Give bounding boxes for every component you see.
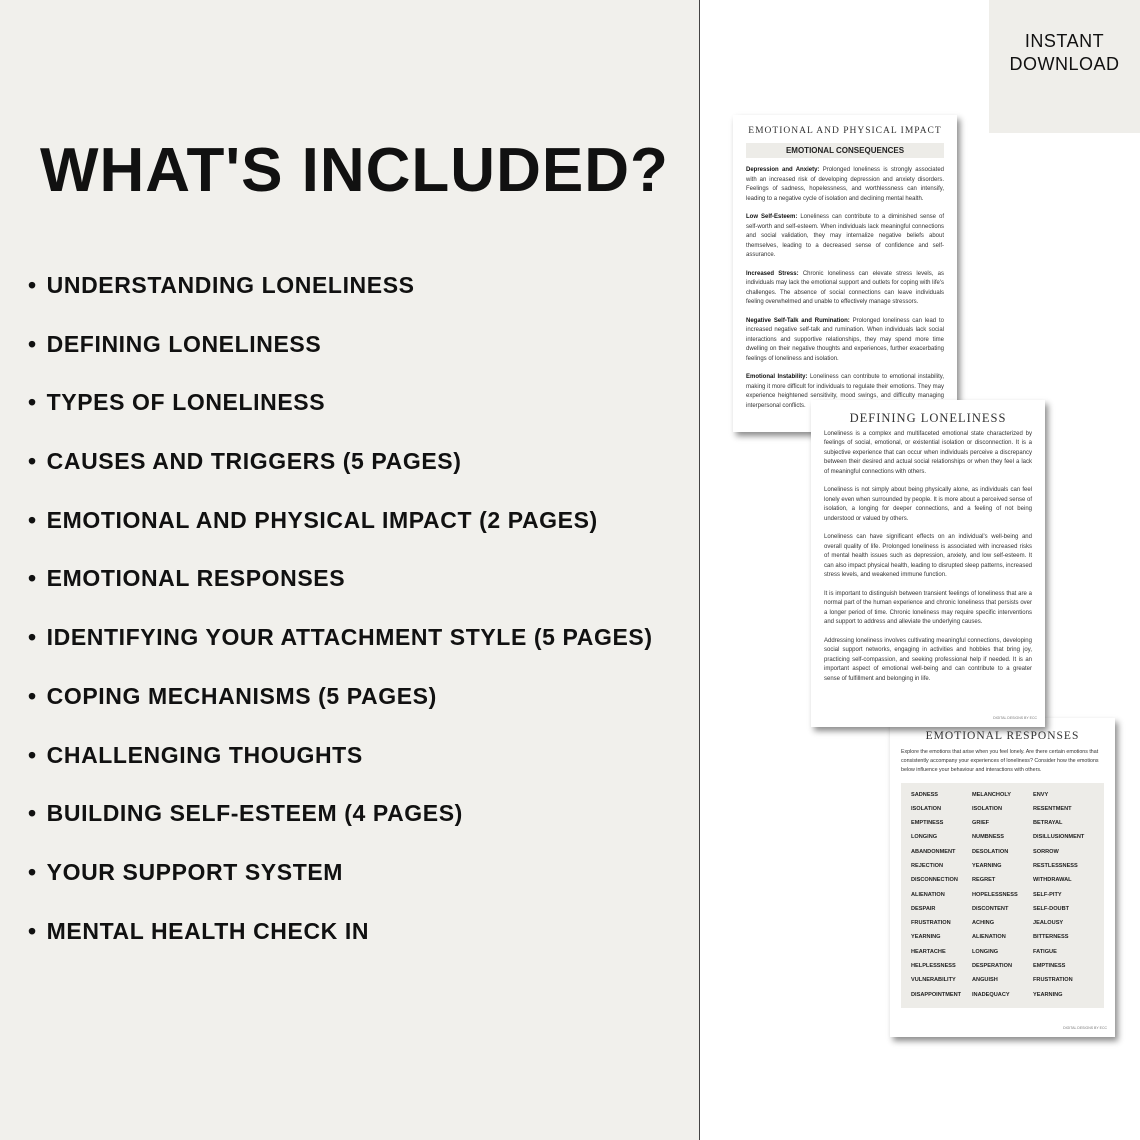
emotion-word: SADNESS — [911, 791, 939, 798]
page-title: WHAT'S INCLUDED? — [40, 136, 669, 205]
paragraph-heading: Depression and Anxiety: — [746, 167, 820, 173]
included-item: • CHALLENGING THOUGHTS — [28, 742, 653, 801]
emotion-word: DISCONNECTION — [911, 877, 958, 884]
paragraph-text: Prolonged loneliness is strongly associated with an increased risk of developing depression and anxiety disorders. Feelings of sadness, hopelessness, and worthlessness can intensify, leading to a negative cycle of isolation and declining mental health. — [746, 167, 944, 202]
paragraph — [746, 166, 944, 204]
emotion-word: DISAPPOINTMENT — [911, 991, 962, 998]
included-item: • UNDERSTANDING LONELINESS — [28, 272, 653, 331]
emotion-word: FRUSTRATION — [1033, 977, 1073, 984]
included-item: • BUILDING SELF-ESTEEM (4 PAGES) — [28, 800, 653, 859]
preview-page-emotional-impact — [733, 115, 957, 432]
section-heading: EMOTIONAL CONSEQUENCES — [746, 143, 944, 159]
paragraph-text: Chronic loneliness can elevate stress levels, as individuals may lack the emotional support and outlets for coping with life's challenges. The absence of social connections can leave individuals feeling overwhelmed and unable to effectively manage stressors. — [746, 270, 944, 305]
paragraph-text: Prolonged loneliness can lead to increased negative self-talk and rumination. When individuals lack social interactions and supportive relationships, they may spend more time dwelling on their negative thoughts and experiences, further exacerbating feelings of loneliness and isolation. — [746, 317, 944, 362]
paragraph-text: Loneliness can contribute to a diminished sense of self-worth and self-esteem. When individuals lack meaningful connections and social validation, they may internalize negative beliefs about themselves, leading to a decreased sense of confidence and self-assurance. — [746, 214, 944, 258]
paragraph: Addressing loneliness involves cultivating meaningful connections, developing social support networks, engaging in activities and hobbies that bring joy, practicing self-compassion, and seeking professional help if needed. It is an important aspect of emotional well-being and can contribute to a greater sense of fulfillment and belonging in life. — [824, 637, 1032, 682]
emotion-word: GRIEF — [972, 820, 990, 827]
emotion-word: EMPTINESS — [911, 820, 944, 827]
page-footer: DIGITAL DESIGNS BY ECC — [993, 715, 1037, 720]
included-item: • IDENTIFYING YOUR ATTACHMENT STYLE (5 PAGES) — [28, 624, 653, 683]
emotion-word: SELF-PITY — [1033, 891, 1062, 898]
emotion-word: VULNERABILITY — [911, 977, 956, 984]
emotion-word: LONGING — [911, 834, 938, 841]
emotion-word: DESPERATION — [972, 963, 1012, 970]
emotion-word: WITHDRAWAL — [1033, 877, 1072, 884]
included-list — [28, 272, 653, 976]
paragraph — [746, 213, 944, 261]
emotion-word: MELANCHOLY — [972, 791, 1011, 798]
included-item: • COPING MECHANISMS (5 PAGES) — [28, 683, 653, 742]
emotion-word: EMPTINESS — [1033, 963, 1066, 970]
emotion-word: LONGING — [972, 948, 999, 955]
emotion-word: ALIENATION — [911, 891, 945, 898]
emotion-word: YEARNING — [1033, 991, 1063, 998]
included-item: • TYPES OF LONELINESS — [28, 389, 653, 448]
emotion-word: ISOLATION — [911, 805, 942, 812]
instant-download-badge — [989, 0, 1140, 133]
emotion-word: YEARNING — [911, 934, 941, 941]
preview-page-title: EMOTIONAL AND PHYSICAL IMPACT — [748, 126, 942, 136]
preview-page-title: EMOTIONAL RESPONSES — [925, 730, 1080, 742]
emotion-word: DISCONTENT — [972, 905, 1009, 912]
included-item: • CAUSES AND TRIGGERS (5 PAGES) — [28, 448, 653, 507]
preview-page-title: DEFINING LONELINESS — [849, 411, 1007, 425]
emotion-word: REGRET — [972, 877, 996, 884]
emotion-word: HELPLESSNESS — [911, 963, 956, 970]
emotion-word: HEARTACHE — [911, 948, 946, 955]
included-item: • DEFINING LONELINESS — [28, 331, 653, 390]
emotion-word: ENVY — [1033, 791, 1049, 798]
emotion-word: INADEQUACY — [972, 991, 1010, 998]
paragraph: Loneliness is not simply about being physically alone, as individuals can feel lonely even when surrounded by people. It is more about a perceived sense of isolation, a longing for deeper connections, and a feeling of not being understood or valued by others. — [824, 487, 1032, 522]
emotion-word: RESTLESSNESS — [1033, 862, 1078, 869]
preview-page-emotional-responses — [890, 718, 1115, 1037]
emotion-word: DISILLUSIONMENT — [1033, 834, 1085, 841]
emotion-word: FATIGUE — [1033, 948, 1057, 955]
paragraph: It is important to distinguish between transient feelings of loneliness that are a normal part of the human experience and chronic loneliness that persists over a longer period of time. Chronic loneliness may require specific interventions and support to address and alleviate the underlying causes. — [824, 590, 1032, 625]
paragraph — [746, 270, 944, 308]
paragraph-heading: Low Self-Esteem: — [746, 214, 798, 220]
emotion-word: DESOLATION — [972, 848, 1009, 855]
emotion-word: BETRAYAL — [1033, 820, 1063, 827]
emotion-word-grid — [901, 783, 1104, 1009]
paragraph — [746, 317, 944, 365]
emotion-word: FRUSTRATION — [911, 920, 951, 927]
emotion-word: YEARNING — [972, 862, 1002, 869]
paragraph-heading: Negative Self-Talk and Rumination: — [746, 317, 850, 324]
emotion-word: ACHING — [972, 920, 995, 927]
badge-line-1: INSTANT — [1024, 31, 1105, 51]
emotion-word: SORROW — [1033, 848, 1059, 855]
emotion-word: ALIENATION — [972, 934, 1006, 941]
paragraph-text: Loneliness can contribute to emotional instability, making it more difficult for individuals to regulate their emotions. They may experience heightened sensitivity, mood swings, and difficulty managing interpersonal conflicts. — [746, 374, 944, 409]
emotion-word: DESPAIR — [911, 905, 936, 912]
emotion-word: REJECTION — [911, 862, 944, 869]
emotion-word: ANGUISH — [972, 977, 998, 984]
included-item: • EMOTIONAL RESPONSES — [28, 565, 653, 624]
preview-page-defining-loneliness — [811, 400, 1045, 727]
emotion-word: NUMBNESS — [972, 834, 1005, 841]
emotion-word: JEALOUSY — [1033, 920, 1064, 927]
emotion-word: ABANDONMENT — [911, 848, 956, 855]
page-intro: Explore the emotions that arise when you feel lonely. Are there certain emotions that consistently accompany your experiences of loneliness? Consider how the emotions below influence your behaviour and interactions with others. — [901, 748, 1099, 773]
paragraph-heading: Emotional Instability: — [746, 374, 808, 380]
emotion-word: ISOLATION — [972, 805, 1003, 812]
included-item: • EMOTIONAL AND PHYSICAL IMPACT (2 PAGES) — [28, 507, 653, 566]
paragraph-heading: Increased Stress: — [746, 270, 799, 277]
paragraph: Loneliness can have significant effects on an individual's well-being and overall quality of life. Prolonged loneliness is associated with increased risks of mental health issues such as depression, anxiety, and low self-esteem. It can also impact physical health, leading to disrupted sleep patterns, increased stress levels, and weakened immune function. — [824, 534, 1032, 578]
included-item: • MENTAL HEALTH CHECK IN — [28, 918, 653, 977]
emotion-word: RESENTMENT — [1033, 805, 1072, 812]
emotion-word: BITTERNESS — [1033, 934, 1069, 941]
page-footer: DIGITAL DESIGNS BY ECC — [1063, 1025, 1107, 1030]
paragraph: Loneliness is a complex and multifaceted emotional state characterized by feelings of social, emotional, or existential isolation or disconnection. It is a subjective experience that can occur when individuals perceive a discrepancy between their desired and actual social relationships or when they feel a lack of meaningful connections with others. — [824, 430, 1032, 475]
emotion-word: HOPELESSNESS — [972, 891, 1018, 898]
emotion-word: SELF-DOUBT — [1033, 905, 1070, 912]
badge-line-2: DOWNLOAD — [1009, 54, 1120, 74]
included-item: • YOUR SUPPORT SYSTEM — [28, 859, 653, 918]
